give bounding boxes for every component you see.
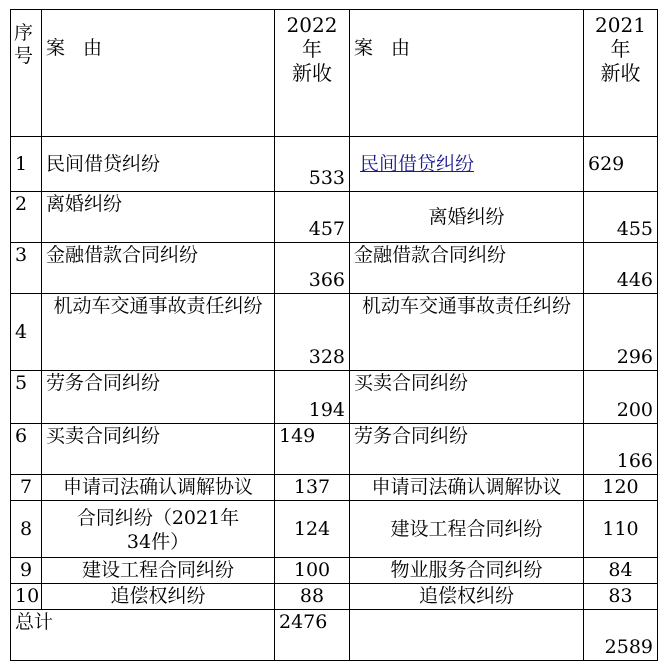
case-2022: 建设工程合同纠纷 (42, 558, 275, 584)
count-2022: 137 (275, 475, 350, 501)
header-2022-year: 2022 (286, 13, 338, 37)
row-no: 4 (11, 294, 42, 371)
row-no: 3 (11, 243, 42, 294)
case-2021: 买卖合同纠纷 (350, 371, 584, 424)
header-2021-nian: 年 (610, 37, 631, 61)
table-row (11, 192, 658, 243)
header-case-2021: 案 由 (350, 10, 584, 137)
case-2022: 离婚纠纷 (42, 192, 275, 243)
header-2022-nian: 年 (302, 37, 322, 61)
header-2021-xinshou: 新收 (600, 61, 641, 85)
row-no: 6 (11, 424, 42, 475)
header-2021-year: 2021 (595, 13, 646, 37)
header-2022-xinshou: 新收 (292, 61, 332, 85)
header-row (11, 10, 658, 137)
total-count-2022: 2476 (275, 610, 350, 661)
case-2022: 金融借款合同纠纷 (42, 243, 275, 294)
table-row (11, 371, 658, 424)
case-2021: 金融借款合同纠纷 (350, 243, 584, 294)
table-row (11, 294, 658, 371)
header-2021-new (584, 10, 658, 137)
count-2022: 366 (275, 243, 350, 294)
header-2022-new (275, 10, 350, 137)
case-2022: 申请司法确认调解协议 (42, 475, 275, 501)
header-case-2022: 案 由 (42, 10, 275, 137)
table-row (11, 475, 658, 501)
header-no: 序号 (11, 10, 42, 137)
case-2021: 机动车交通事故责任纠纷 (350, 294, 584, 371)
case-2022: 机动车交通事故责任纠纷 (42, 294, 275, 371)
case-2022: 买卖合同纠纷 (42, 424, 275, 475)
case-2021-link[interactable] (350, 137, 584, 192)
count-2021: 84 (584, 558, 658, 584)
table-row (11, 584, 658, 610)
case-2021: 申请司法确认调解协议 (350, 475, 584, 501)
case-2022: 民间借贷纠纷 (42, 137, 275, 192)
count-2022: 457 (275, 192, 350, 243)
row-no: 8 (11, 501, 42, 558)
case-2022: 劳务合同纠纷 (42, 371, 275, 424)
row-no: 7 (11, 475, 42, 501)
total-count-2021: 2589 (584, 610, 658, 661)
case-2021: 建设工程合同纠纷 (350, 501, 584, 558)
row-no: 1 (11, 137, 42, 192)
total-row (11, 610, 658, 661)
count-2022: 328 (275, 294, 350, 371)
count-2021: 120 (584, 475, 658, 501)
case-2021: 追偿权纠纷 (350, 584, 584, 610)
count-2021: 455 (584, 192, 658, 243)
case-2022: 合同纠纷（2021年34件） (42, 501, 275, 558)
count-2021: 296 (584, 294, 658, 371)
case-2021-link-text[interactable]: 民间借贷纠纷 (360, 152, 475, 175)
table-row (11, 424, 658, 475)
count-2022: 124 (275, 501, 350, 558)
count-2022: 149 (275, 424, 350, 475)
case-2021: 物业服务合同纠纷 (350, 558, 584, 584)
count-2021: 83 (584, 584, 658, 610)
case-2021: 离婚纠纷 (350, 192, 584, 243)
row-no: 10 (11, 584, 42, 610)
count-2021: 166 (584, 424, 658, 475)
table-row (11, 501, 658, 558)
count-2022: 88 (275, 584, 350, 610)
count-2021: 200 (584, 371, 658, 424)
count-2021: 110 (584, 501, 658, 558)
row-no: 9 (11, 558, 42, 584)
count-2022: 533 (275, 137, 350, 192)
table-row (11, 558, 658, 584)
table-row (11, 243, 658, 294)
total-case-2021-empty (350, 610, 584, 661)
table-row (11, 137, 658, 192)
row-no: 5 (11, 371, 42, 424)
case-statistics-table (10, 9, 658, 661)
case-2022: 追偿权纠纷 (42, 584, 275, 610)
count-2022: 194 (275, 371, 350, 424)
case-2021: 劳务合同纠纷 (350, 424, 584, 475)
count-2022: 100 (275, 558, 350, 584)
total-label: 总计 (11, 610, 275, 661)
count-2021: 446 (584, 243, 658, 294)
row-no: 2 (11, 192, 42, 243)
count-2021: 629 (584, 137, 658, 192)
